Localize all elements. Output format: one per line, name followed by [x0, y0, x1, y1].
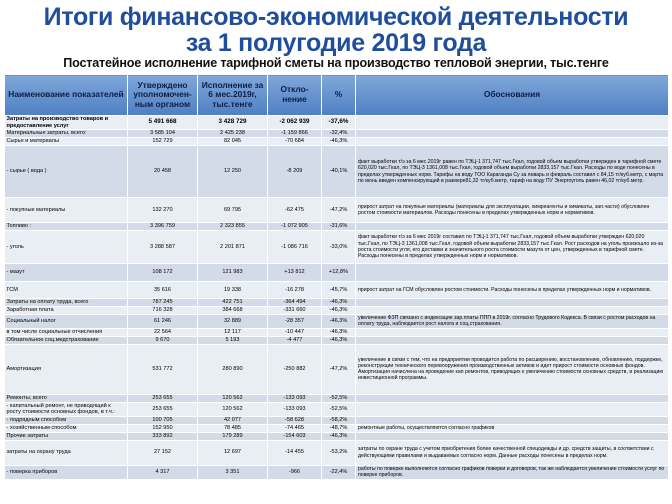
cell-actual: 280 890	[198, 344, 268, 394]
cell-approved: 3 585 104	[128, 130, 198, 138]
cell-approved: 152 950	[128, 424, 198, 432]
cell-percent: -32,4%	[322, 130, 356, 138]
table-row	[5, 198, 669, 223]
cell-percent: -48,7%	[322, 424, 356, 432]
cell-actual: 78 485	[198, 424, 268, 432]
cell-reason: факт выработки т/э за 6 мес.2019г равен по ТЭЦ-1 371,747 тыс.Гкал, годовой объем выработки утвержден в тарифной смете 620,020 тыс.Гкал, по ТЭЦ-3 1361,008 тыс.Гкал, годовой объем выработки 2833,157 тыс.Гкал. Расходы по воде понесены в пределах утвержденных норм. Тарифы на воду ТОО Караганда Су за январь и февраль составил с 84,15 тг/куб.метр, с марта по июнь введен компенсирующий в размере81,32 тг/куб.метр, тариф на воду ПУ Энергоуголь равен 46,02 тг/куб.метр.	[356, 146, 669, 198]
table-row	[5, 299, 669, 307]
tariff-table-wrap	[4, 74, 668, 500]
table-row	[5, 416, 669, 424]
cell-actual: 69 795	[198, 198, 268, 223]
cell-actual: 19 338	[198, 282, 268, 299]
cell-reason	[356, 138, 669, 146]
cell-name: Затраты на производство товаров и предоставление услуг	[5, 116, 128, 130]
cell-reason: ремонтные работы, осуществляются согласно графиков	[356, 424, 669, 432]
cell-deviation: -331 660	[268, 307, 322, 315]
cell-reason	[356, 394, 669, 402]
cell-deviation: -966	[268, 465, 322, 479]
cell-name: Сырье и материалы	[5, 138, 128, 146]
table-row	[5, 307, 669, 315]
table-row	[5, 282, 669, 299]
cell-percent: -22,4%	[322, 465, 356, 479]
cell-name: - уголь	[5, 231, 128, 264]
cell-actual: 422 751	[198, 299, 268, 307]
cell-name: Заработная плата	[5, 307, 128, 315]
table-row	[5, 344, 669, 394]
table-row	[5, 402, 669, 416]
cell-actual: 12 250	[198, 146, 268, 198]
cell-actual: 3 428 729	[198, 116, 268, 130]
table-row	[5, 130, 669, 138]
cell-deviation: -62 475	[268, 198, 322, 223]
cell-deviation: -364 494	[268, 299, 322, 307]
cell-approved: 4 317	[128, 465, 198, 479]
cell-approved: 100 705	[128, 416, 198, 424]
header-deviation: Откло-нение	[268, 75, 322, 116]
cell-approved: 253 655	[128, 402, 198, 416]
cell-reason: увеличение ФЗП связано с индексацие зар.платы ППП в 2019г. согласно Трудового Кодекса. В связи с ростом расходов на оплату труда, наблюдается рост налога и соц.страхования.	[356, 315, 669, 329]
cell-name: затраты на охрану труда	[5, 440, 128, 465]
cell-name: Затраты на оплату труда, всего	[5, 299, 128, 307]
cell-percent: -52,5%	[322, 394, 356, 402]
cell-name: Амортизация	[5, 344, 128, 394]
title-block	[0, 0, 672, 56]
cell-deviation: -154 603	[268, 432, 322, 440]
cell-name: - капитальный ремонт, не приводящий к росту стоимости основных фондов, в т.ч.:	[5, 402, 128, 416]
header-percent: %	[322, 75, 356, 116]
cell-name: - поверка приборов	[5, 465, 128, 479]
cell-percent: -37,6%	[322, 116, 356, 130]
cell-name: - мазут	[5, 264, 128, 282]
cell-actual: 179 289	[198, 432, 268, 440]
table-row	[5, 223, 669, 231]
cell-approved: 787 245	[128, 299, 198, 307]
table-row	[5, 432, 669, 440]
cell-reason	[356, 328, 669, 336]
cell-percent: -53,2%	[322, 440, 356, 465]
cell-approved: 716 328	[128, 307, 198, 315]
cell-name: Материальные затраты, всего:	[5, 130, 128, 138]
cell-reason: прирост затрат на покупные материалы (материалы для эксплуатации, химреагенты и химикаты, зап.части) обусловлен ростом стоимости материалов. Расходы понесены в пределах утвержденных норм и нормативов.	[356, 198, 669, 223]
cell-name: Топливо :	[5, 223, 128, 231]
cell-actual: 12 117	[198, 328, 268, 336]
cell-percent: -58,2%	[322, 416, 356, 424]
cell-deviation: -8 209	[268, 146, 322, 198]
cell-reason	[356, 223, 669, 231]
cell-name: в том числе социальные отчисления	[5, 328, 128, 336]
cell-percent: -46,3%	[322, 432, 356, 440]
cell-deviation: -28 357	[268, 315, 322, 329]
cell-reason: прирост затрат на ГСМ обусловлен ростом стоимости. Расходы понесены в пределах утвержденных норм и нормативов.	[356, 282, 669, 299]
cell-approved: 132 270	[128, 198, 198, 223]
cell-name: - покупные материалы	[5, 198, 128, 223]
cell-approved: 253 655	[128, 394, 198, 402]
table-row	[5, 231, 669, 264]
table-header-row	[5, 75, 669, 116]
cell-percent: -46,3%	[322, 315, 356, 329]
cell-deviation: -74 465	[268, 424, 322, 432]
cell-deviation: -133 093	[268, 402, 322, 416]
cell-percent: -52,5%	[322, 402, 356, 416]
cell-deviation: -133 093	[268, 394, 322, 402]
cell-deviation: -1 086 716	[268, 231, 322, 264]
cell-reason	[356, 299, 669, 307]
cell-percent: -45,7%	[322, 282, 356, 299]
cell-reason	[356, 307, 669, 315]
cell-reason	[356, 416, 669, 424]
cell-name: Прочие затраты	[5, 432, 128, 440]
cell-reason: работы по поверке выполняются согласно графиков поверки и договоров, так же наблюдается увеличение стоимости услуг по поверке приборов.	[356, 465, 669, 479]
cell-reason	[356, 336, 669, 344]
cell-actual: 120 562	[198, 402, 268, 416]
cell-percent: -40,1%	[322, 146, 356, 198]
cell-percent: -46,3%	[322, 299, 356, 307]
cell-percent: -31,6%	[322, 223, 356, 231]
table-body	[5, 116, 669, 480]
cell-name: - сырье ( вода )	[5, 146, 128, 198]
table-row	[5, 465, 669, 479]
table-row	[5, 424, 669, 432]
cell-actual: 5 193	[198, 336, 268, 344]
cell-approved: 9 670	[128, 336, 198, 344]
cell-percent: -33,0%	[322, 231, 356, 264]
table-row	[5, 264, 669, 282]
table-row	[5, 440, 669, 465]
page-title-line2: за 1 полугодие 2019 года	[185, 29, 487, 57]
cell-deviation: -14 455	[268, 440, 322, 465]
cell-reason	[356, 264, 669, 282]
cell-deviation: +13 812	[268, 264, 322, 282]
cell-reason: факт выработки т/э за 6 мес 2019г составил по ТЭЦ-1 371,747 тыс.Гкал, годовой объем выработки утвержден 620,020 тыс.Гкал, по ТЭЦ-3 1361,008 тыс.Гкал, годовой объем выработки 2833,157 тыс.Гкал. Рост расходов на уголь произошло из-за роста стоимости угля, его доставки и значительного роста стоимости мазута от цен, утвержденных в тарифной смете. Расходы понесены в пределах утвержденных норм и нормативов.	[356, 231, 669, 264]
cell-approved: 5 491 668	[128, 116, 198, 130]
cell-deviation: -1 072 905	[268, 223, 322, 231]
cell-reason	[356, 432, 669, 440]
cell-deviation: -2 062 939	[268, 116, 322, 130]
cell-name: Ремонты, всего	[5, 394, 128, 402]
cell-percent: -47,2%	[322, 198, 356, 223]
cell-approved: 3 288 587	[128, 231, 198, 264]
cell-actual: 384 668	[198, 307, 268, 315]
table-row	[5, 328, 669, 336]
cell-percent: -46,3%	[322, 138, 356, 146]
cell-reason: затраты по охране труда с учетом приобретения более качественной спецодежды и др. средств защиты, в соответствии с действующими правилами и выдаваемых согласно норм. Данные расходы понесены в пределах норм.	[356, 440, 669, 465]
header-actual: Исполнение за 6 мес.2019г, тыс.тенге	[198, 75, 268, 116]
cell-actual: 121 983	[198, 264, 268, 282]
cell-deviation: -58 628	[268, 416, 322, 424]
cell-reason: увеличение в связи с тем, что на предприятии проводится работа по расширению, восстановлению, обновлению, поддержке, реконструкции технического перевооружения производственных активов и идет прирост стоимости основных фондов. Амортизация начислена на проведение кап ремонтов, приводящих к увеличению стоимости основных средств, и реализацию инвестиционной программы.	[356, 344, 669, 394]
cell-actual: 12 697	[198, 440, 268, 465]
page-subtitle: Постатейное исполнение тарифной сметы на производство тепловой энергии, тыс.тенге	[63, 56, 609, 70]
cell-name: Обязательное соц.медстрахование	[5, 336, 128, 344]
cell-percent: -46,3%	[322, 328, 356, 336]
cell-reason	[356, 116, 669, 130]
cell-deviation: -70 684	[268, 138, 322, 146]
cell-deviation: -1 159 866	[268, 130, 322, 138]
cell-approved: 3 396 759	[128, 223, 198, 231]
cell-name: Социальный налог	[5, 315, 128, 329]
cell-deviation: -10 447	[268, 328, 322, 336]
cell-percent: +12,8%	[322, 264, 356, 282]
table-row	[5, 116, 669, 130]
page-title-line1: Итоги финансово-экономической деятельности	[43, 3, 629, 31]
cell-deviation: -250 882	[268, 344, 322, 394]
cell-approved: 333 892	[128, 432, 198, 440]
cell-percent: -46,3%	[322, 307, 356, 315]
cell-name: - подрядным способом	[5, 416, 128, 424]
header-name: Наименование показателей	[5, 75, 128, 116]
cell-approved: 108 172	[128, 264, 198, 282]
cell-approved: 61 246	[128, 315, 198, 329]
cell-percent: -47,2%	[322, 344, 356, 394]
cell-actual: 42 077	[198, 416, 268, 424]
cell-actual: 2 201 871	[198, 231, 268, 264]
cell-reason	[356, 402, 669, 416]
cell-approved: 22 564	[128, 328, 198, 336]
cell-approved: 20 458	[128, 146, 198, 198]
cell-approved: 152 729	[128, 138, 198, 146]
table-row	[5, 315, 669, 329]
cell-approved: 531 772	[128, 344, 198, 394]
cell-actual: 2 323 855	[198, 223, 268, 231]
cell-name: - хозяйственным способом	[5, 424, 128, 432]
cell-approved: 35 616	[128, 282, 198, 299]
table-row	[5, 394, 669, 402]
cell-actual: 120 562	[198, 394, 268, 402]
cell-name: ГСМ	[5, 282, 128, 299]
header-reason: Обоснования	[356, 75, 669, 116]
cell-deviation: -16 278	[268, 282, 322, 299]
table-row	[5, 336, 669, 344]
cell-deviation: -4 477	[268, 336, 322, 344]
cell-reason	[356, 130, 669, 138]
cell-actual: 2 425 238	[198, 130, 268, 138]
tariff-execution-table	[4, 74, 668, 480]
table-row	[5, 146, 669, 198]
cell-approved: 27 152	[128, 440, 198, 465]
cell-actual: 82 045	[198, 138, 268, 146]
table-row	[5, 138, 669, 146]
cell-percent: -46,3%	[322, 336, 356, 344]
header-approved: Утверждено уполномочен-ным органом	[128, 75, 198, 116]
cell-actual: 3 351	[198, 465, 268, 479]
cell-actual: 32 889	[198, 315, 268, 329]
